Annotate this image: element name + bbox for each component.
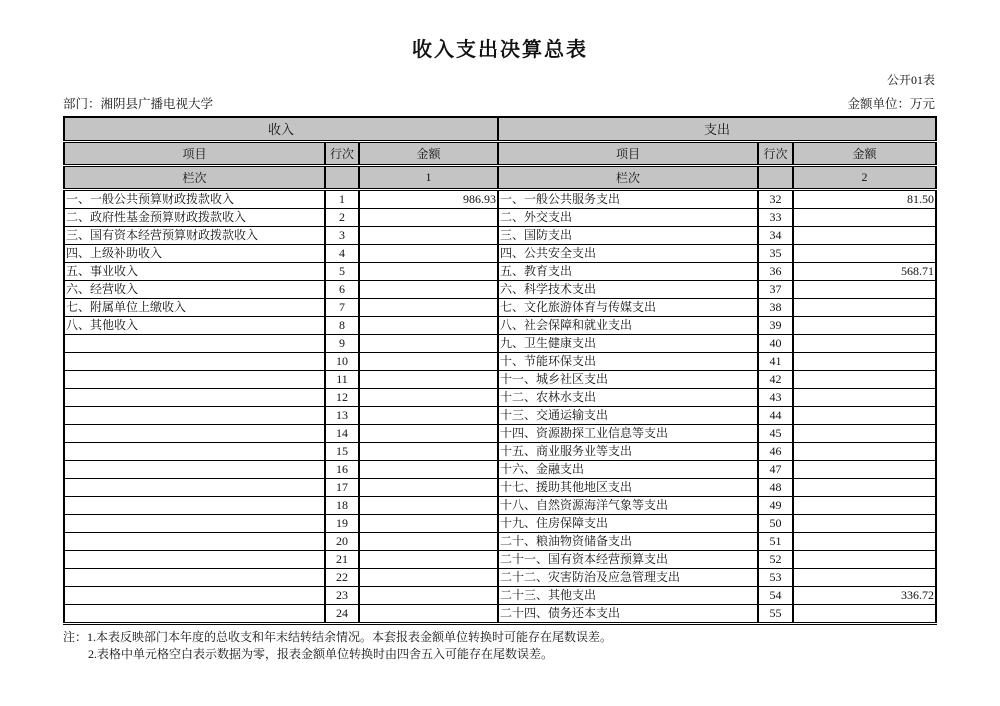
expense-item-cell: 一、一般公共服务支出: [498, 189, 758, 208]
income-item-cell: 一、一般公共预算财政拨款收入: [64, 189, 325, 208]
table-row: [64, 586, 936, 604]
income-amount-cell: [359, 424, 498, 442]
expense-line-cell: 39: [758, 316, 793, 334]
income-item-cell: [64, 334, 325, 352]
income-line-cell: 16: [325, 460, 359, 478]
income-line-cell: 7: [325, 298, 359, 316]
table-row: [64, 226, 936, 244]
table-row: [64, 208, 936, 226]
income-line-cell: 3: [325, 226, 359, 244]
department-label: 部门：湘阴县广播电视大学: [63, 97, 214, 111]
expense-line-cell: 50: [758, 514, 793, 532]
table-row: [64, 334, 936, 352]
expense-amount-cell: [793, 388, 936, 406]
income-amount-cell: [359, 568, 498, 586]
expense-amount-cell: [793, 208, 936, 226]
budget-table: [63, 116, 937, 625]
income-item-cell: [64, 496, 325, 514]
income-line-cell: 5: [325, 262, 359, 280]
expense-item-header: 项目: [498, 141, 758, 165]
income-line-cell: 19: [325, 514, 359, 532]
expense-index-label: 栏次: [498, 165, 758, 189]
income-amount-cell: [359, 406, 498, 424]
income-item-cell: [64, 550, 325, 568]
income-item-cell: [64, 568, 325, 586]
income-item-cell: [64, 514, 325, 532]
income-amount-cell: [359, 388, 498, 406]
income-amount-cell: [359, 208, 498, 226]
table-body: [64, 189, 936, 623]
income-line-cell: 15: [325, 442, 359, 460]
expense-item-cell: 五、教育支出: [498, 262, 758, 280]
table-row: [64, 532, 936, 550]
sheet: [63, 71, 935, 663]
income-item-cell: [64, 370, 325, 388]
income-item-cell: [64, 406, 325, 424]
expense-line-cell: 32: [758, 189, 793, 208]
expense-amount-cell: [793, 442, 936, 460]
expense-line-cell: 37: [758, 280, 793, 298]
expense-amount-cell: [793, 478, 936, 496]
income-line-cell: 23: [325, 586, 359, 604]
expense-amount-cell: [793, 550, 936, 568]
income-item-cell: [64, 442, 325, 460]
table-row: [64, 352, 936, 370]
expense-amount-cell: [793, 226, 936, 244]
column-header-row: [64, 141, 936, 165]
expense-amount-cell: [793, 460, 936, 478]
unit-label: 金额单位：万元: [847, 97, 935, 111]
expense-item-cell: 二十一、国有资本经营预算支出: [498, 550, 758, 568]
expense-item-cell: 二十三、其他支出: [498, 586, 758, 604]
income-amount-cell: [359, 334, 498, 352]
expense-item-cell: 八、社会保障和就业支出: [498, 316, 758, 334]
income-amount-cell: [359, 532, 498, 550]
table-row: [64, 262, 936, 280]
table-row: [64, 442, 936, 460]
income-index-value: 1: [359, 165, 498, 189]
income-amount-cell: [359, 442, 498, 460]
income-item-cell: 二、政府性基金预算财政拨款收入: [64, 208, 325, 226]
income-index-blank: [325, 165, 359, 189]
page-title: 收入支出决算总表: [412, 39, 588, 61]
expense-line-cell: 52: [758, 550, 793, 568]
income-item-cell: 三、国有资本经营预算财政拨款收入: [64, 226, 325, 244]
income-line-cell: 18: [325, 496, 359, 514]
expense-line-cell: 36: [758, 262, 793, 280]
table-row: [64, 316, 936, 334]
expense-item-cell: 七、文化旅游体育与传媒支出: [498, 298, 758, 316]
income-line-cell: 2: [325, 208, 359, 226]
expense-amount-cell: [793, 604, 936, 623]
income-amount-cell: [359, 478, 498, 496]
meta-line: [63, 94, 935, 112]
expense-line-cell: 42: [758, 370, 793, 388]
income-amount-cell: [359, 514, 498, 532]
income-line-header: 行次: [325, 141, 359, 165]
table-row: [64, 568, 936, 586]
income-line-cell: 1: [325, 189, 359, 208]
income-line-cell: 24: [325, 604, 359, 623]
expense-item-cell: 二十二、灾害防治及应急管理支出: [498, 568, 758, 586]
table-row: [64, 460, 936, 478]
expense-amount-cell: [793, 352, 936, 370]
income-item-cell: [64, 586, 325, 604]
income-line-cell: 11: [325, 370, 359, 388]
expense-item-cell: 四、公共安全支出: [498, 244, 758, 262]
income-item-cell: [64, 388, 325, 406]
table-row: [64, 298, 936, 316]
expense-item-cell: 二十、粮油物资储备支出: [498, 532, 758, 550]
income-line-cell: 6: [325, 280, 359, 298]
expense-line-cell: 35: [758, 244, 793, 262]
table-row: [64, 244, 936, 262]
expense-amount-cell: 568.71: [793, 262, 936, 280]
expense-section-header: 支出: [498, 117, 936, 141]
expense-amount-cell: [793, 316, 936, 334]
expense-line-cell: 53: [758, 568, 793, 586]
expense-item-cell: 六、科学技术支出: [498, 280, 758, 298]
expense-line-cell: 43: [758, 388, 793, 406]
expense-index-value: 2: [793, 165, 936, 189]
expense-item-cell: 十、节能环保支出: [498, 352, 758, 370]
income-amount-cell: [359, 244, 498, 262]
income-amount-cell: [359, 352, 498, 370]
income-item-cell: 八、其他收入: [64, 316, 325, 334]
expense-line-cell: 33: [758, 208, 793, 226]
expense-amount-cell: [793, 334, 936, 352]
expense-amount-cell: [793, 514, 936, 532]
income-item-cell: [64, 532, 325, 550]
income-amount-cell: [359, 316, 498, 334]
expense-item-cell: 十三、交通运输支出: [498, 406, 758, 424]
expense-line-cell: 45: [758, 424, 793, 442]
expense-line-cell: 41: [758, 352, 793, 370]
income-line-cell: 12: [325, 388, 359, 406]
income-line-cell: 4: [325, 244, 359, 262]
income-item-cell: [64, 460, 325, 478]
income-line-cell: 8: [325, 316, 359, 334]
expense-line-cell: 40: [758, 334, 793, 352]
expense-amount-cell: 81.50: [793, 189, 936, 208]
income-amount-cell: [359, 604, 498, 623]
income-amount-cell: [359, 262, 498, 280]
income-item-cell: [64, 478, 325, 496]
table-code: 公开01表: [886, 73, 935, 87]
expense-line-cell: 34: [758, 226, 793, 244]
expense-line-cell: 55: [758, 604, 793, 623]
expense-line-cell: 49: [758, 496, 793, 514]
income-amount-header: 金额: [359, 141, 498, 165]
expense-amount-cell: [793, 532, 936, 550]
expense-amount-header: 金额: [793, 141, 936, 165]
table-row: [64, 550, 936, 568]
expense-amount-cell: 336.72: [793, 586, 936, 604]
income-index-label: 栏次: [64, 165, 325, 189]
table-row: [64, 406, 936, 424]
income-amount-cell: [359, 370, 498, 388]
note-line-1: 注：1.本表反映部门本年度的总收支和年末结转结余情况。本套报表金额单位转换时可能存在尾数误差。: [63, 629, 613, 644]
income-line-cell: 21: [325, 550, 359, 568]
table-row: [64, 514, 936, 532]
income-item-cell: 七、附属单位上缴收入: [64, 298, 325, 316]
expense-item-cell: 二十四、债务还本支出: [498, 604, 758, 623]
income-amount-cell: 986.93: [359, 189, 498, 208]
income-item-cell: 五、事业收入: [64, 262, 325, 280]
notes: [63, 629, 935, 663]
income-item-cell: 四、上级补助收入: [64, 244, 325, 262]
income-amount-cell: [359, 280, 498, 298]
expense-item-cell: 十七、援助其他地区支出: [498, 478, 758, 496]
expense-amount-cell: [793, 496, 936, 514]
income-line-cell: 10: [325, 352, 359, 370]
income-line-cell: 20: [325, 532, 359, 550]
expense-line-cell: 38: [758, 298, 793, 316]
expense-amount-cell: [793, 370, 936, 388]
expense-line-cell: 47: [758, 460, 793, 478]
income-line-cell: 9: [325, 334, 359, 352]
income-item-cell: 六、经营收入: [64, 280, 325, 298]
expense-line-cell: 46: [758, 442, 793, 460]
income-line-cell: 17: [325, 478, 359, 496]
note-line-2: 2.表格中单元格空白表示数据为零，报表金额单位转换时由四舍五入可能存在尾数误差。: [88, 646, 554, 661]
table-row: [64, 496, 936, 514]
expense-item-cell: 十八、自然资源海洋气象等支出: [498, 496, 758, 514]
expense-item-cell: 九、卫生健康支出: [498, 334, 758, 352]
income-item-cell: [64, 424, 325, 442]
income-item-cell: [64, 352, 325, 370]
expense-amount-cell: [793, 244, 936, 262]
expense-amount-cell: [793, 424, 936, 442]
income-section-header: 收入: [64, 117, 498, 141]
column-index-row: [64, 165, 936, 189]
income-amount-cell: [359, 550, 498, 568]
table-row: [64, 478, 936, 496]
expense-item-cell: 二、外交支出: [498, 208, 758, 226]
table-row: [64, 424, 936, 442]
section-header-row: [64, 117, 936, 141]
expense-index-blank: [758, 165, 793, 189]
expense-line-header: 行次: [758, 141, 793, 165]
expense-line-cell: 48: [758, 478, 793, 496]
income-item-cell: [64, 604, 325, 623]
income-amount-cell: [359, 586, 498, 604]
income-line-cell: 22: [325, 568, 359, 586]
expense-item-cell: 三、国防支出: [498, 226, 758, 244]
table-row: [64, 388, 936, 406]
table-row: [64, 280, 936, 298]
expense-item-cell: 十二、农林水支出: [498, 388, 758, 406]
table-row: [64, 604, 936, 623]
table-row: [64, 370, 936, 388]
expense-item-cell: 十五、商业服务业等支出: [498, 442, 758, 460]
expense-item-cell: 十一、城乡社区支出: [498, 370, 758, 388]
income-amount-cell: [359, 298, 498, 316]
income-item-header: 项目: [64, 141, 325, 165]
expense-amount-cell: [793, 280, 936, 298]
income-line-cell: 14: [325, 424, 359, 442]
income-amount-cell: [359, 496, 498, 514]
table-row: [64, 189, 936, 208]
income-amount-cell: [359, 460, 498, 478]
income-amount-cell: [359, 226, 498, 244]
income-line-cell: 13: [325, 406, 359, 424]
expense-line-cell: 51: [758, 532, 793, 550]
expense-amount-cell: [793, 298, 936, 316]
expense-amount-cell: [793, 568, 936, 586]
expense-item-cell: 十六、金融支出: [498, 460, 758, 478]
expense-item-cell: 十四、资源勘探工业信息等支出: [498, 424, 758, 442]
expense-amount-cell: [793, 406, 936, 424]
expense-item-cell: 十九、住房保障支出: [498, 514, 758, 532]
expense-line-cell: 44: [758, 406, 793, 424]
expense-line-cell: 54: [758, 586, 793, 604]
